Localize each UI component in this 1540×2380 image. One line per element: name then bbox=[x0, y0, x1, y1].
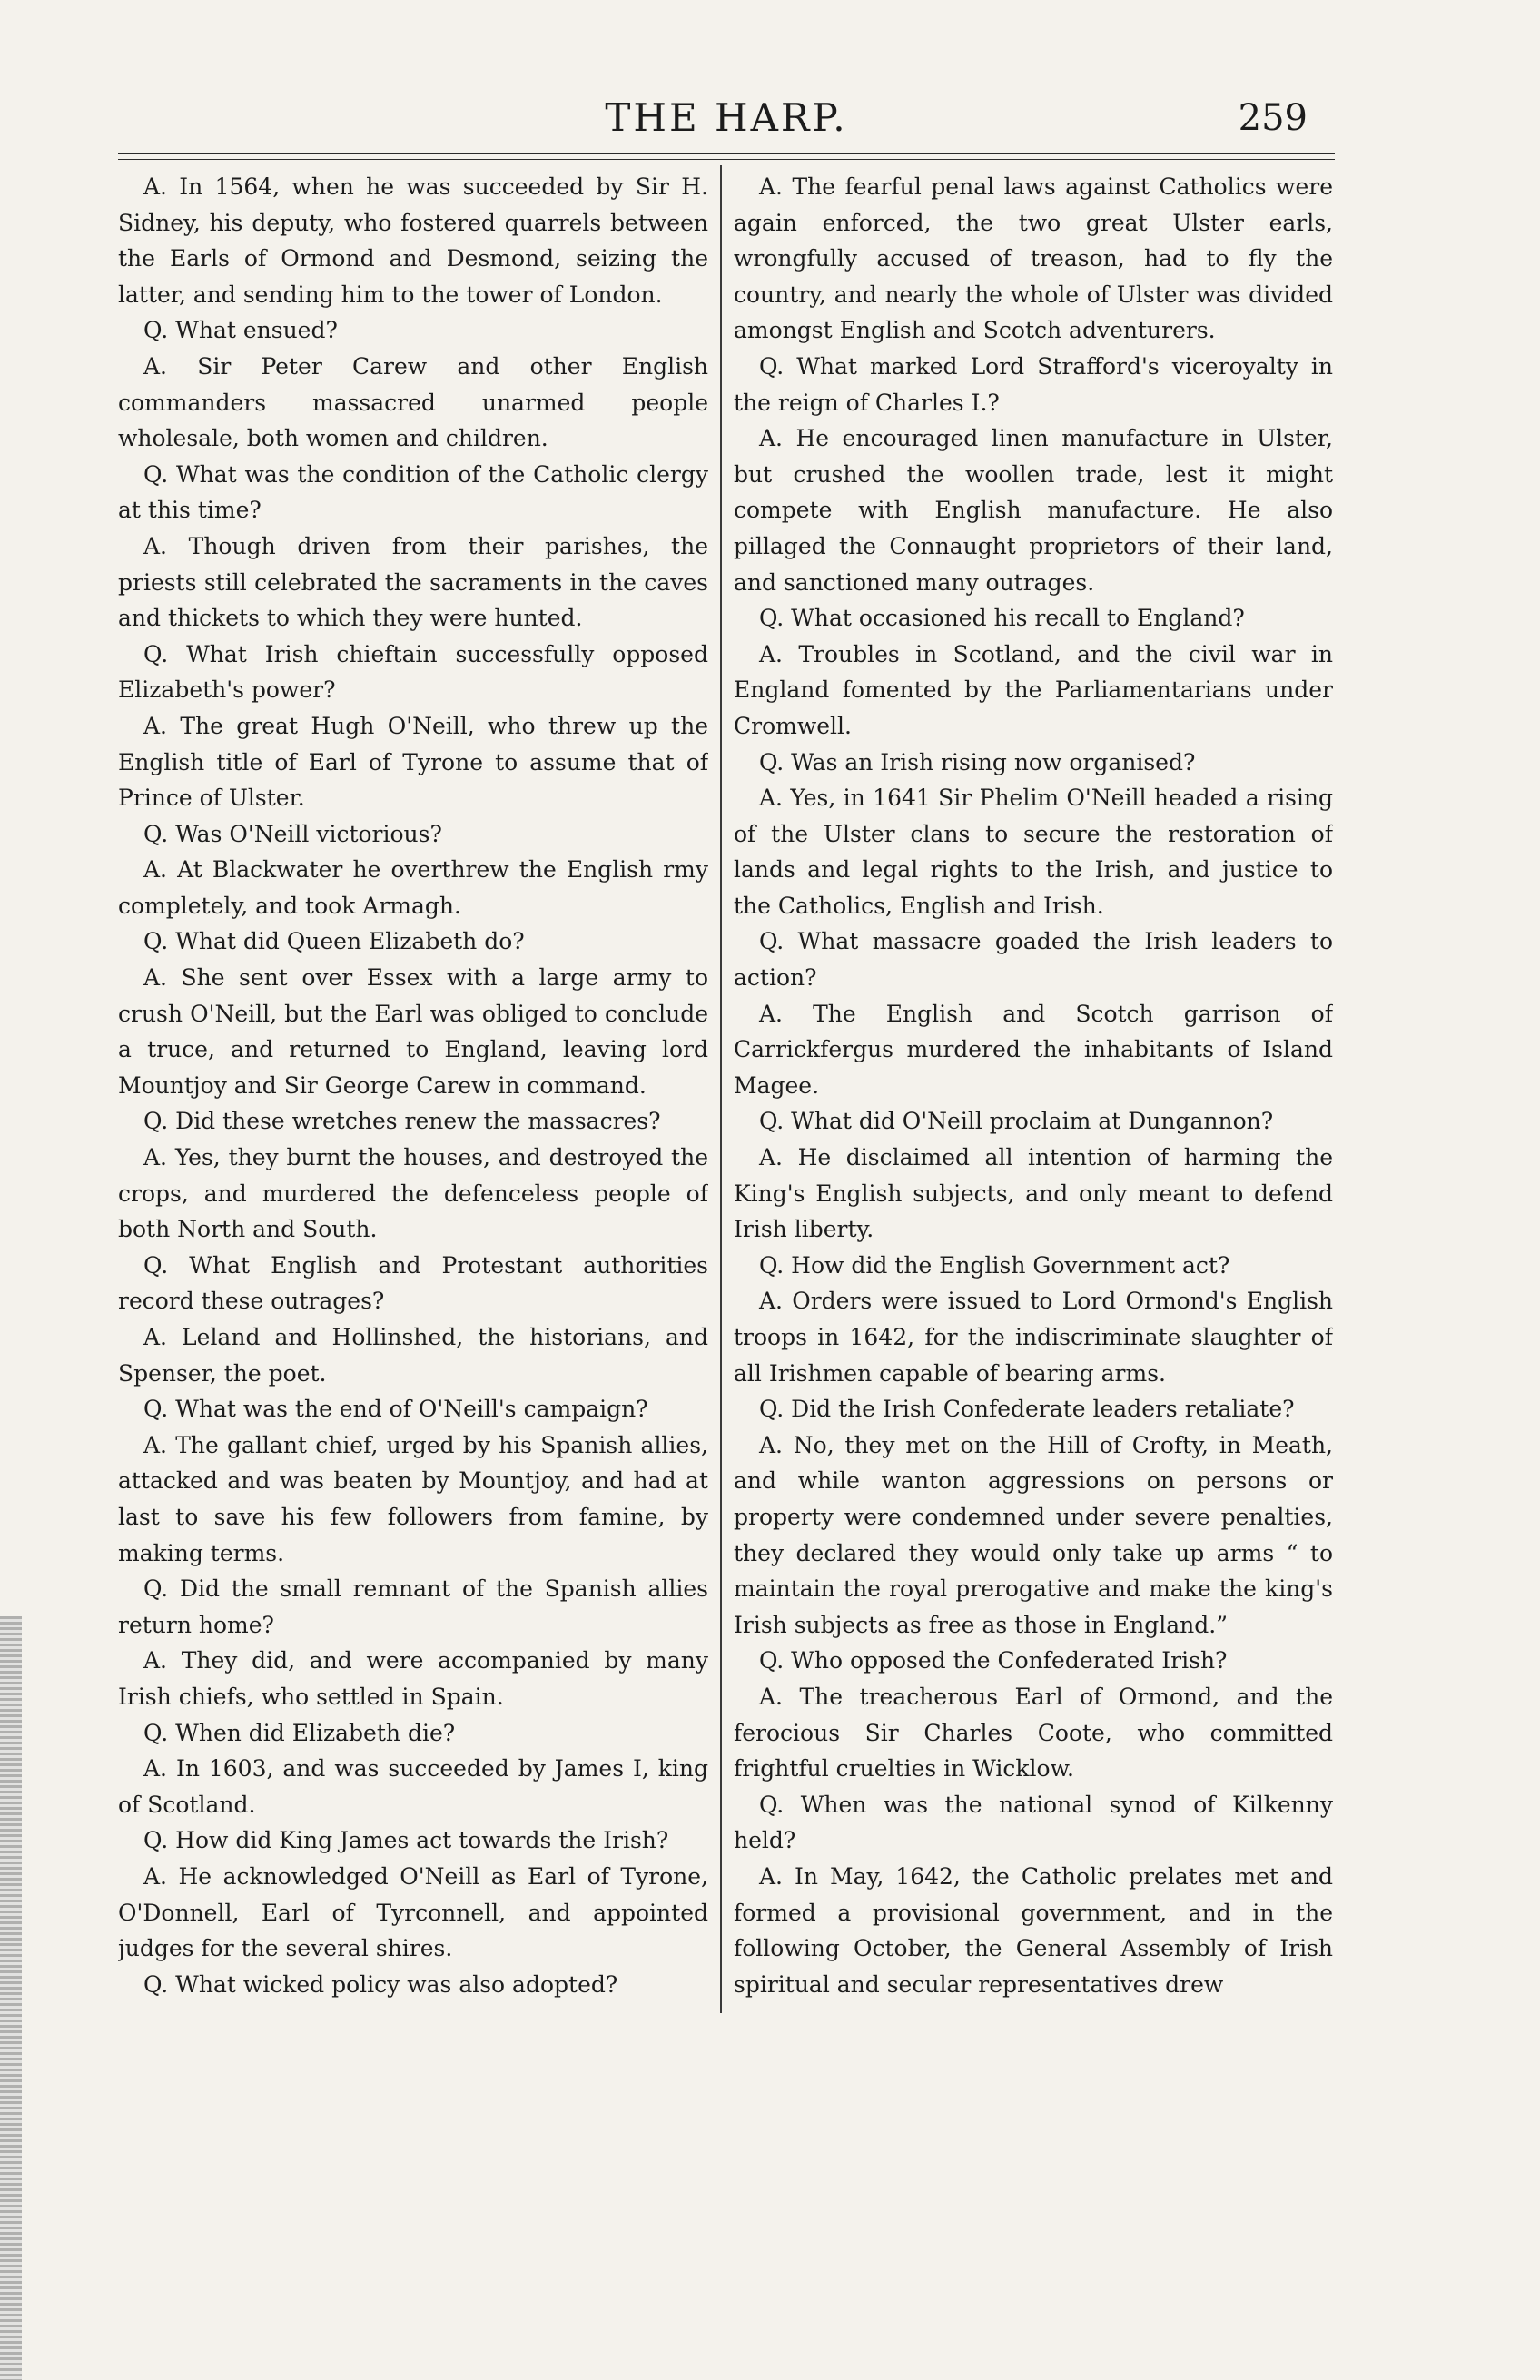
answer-paragraph: A. Yes, they burnt the houses, and destroyed the crops, and murdered the defenceless people of both North and South. bbox=[118, 1144, 708, 1243]
question-paragraph: Q. What did Queen Elizabeth do? bbox=[143, 928, 525, 955]
question-paragraph: Q. What did O'Neill proclaim at Dungannon? bbox=[759, 1108, 1274, 1135]
question-paragraph: Q. When did Elizabeth die? bbox=[143, 1719, 456, 1746]
answer-paragraph: A. The great Hugh O'Neill, who threw up the English title of Earl of Tyrone to assume that of Prince of Ulster. bbox=[118, 712, 708, 812]
question-paragraph: Q. How did the English Government act? bbox=[759, 1251, 1230, 1279]
answer-paragraph: A. He acknowledged O'Neill as Earl of Tyrone, O'Donnell, Earl of Tyrconnell, and appointed judges for the several shires. bbox=[118, 1862, 708, 1962]
answer-paragraph: A. The treacherous Earl of Ormond, and the ferocious Sir Charles Coote, who committed frightful cruelties in Wicklow. bbox=[734, 1683, 1333, 1783]
question-paragraph: Q. Did these wretches renew the massacres? bbox=[143, 1108, 661, 1135]
answer-paragraph: A. Orders were issued to Lord Ormond's English troops in 1642, for the indiscriminate slaughter of all Irishmen capable of bearing arms. bbox=[734, 1288, 1333, 1387]
right-column bbox=[734, 169, 1333, 2012]
question-paragraph: Q. What massacre goaded the Irish leaders to action? bbox=[734, 928, 1333, 992]
answer-paragraph: A. Though driven from their parishes, the priests still celebrated the sacraments in the caves and thickets to which they were hunted. bbox=[118, 532, 708, 632]
answer-paragraph: A. No, they met on the Hill of Crofty, in Meath, and while wanton aggressions on persons or property were condemned under severe penalties, they declared they would only take up arms “ to maintain the royal prerogative and make the king's Irish subjects as free as those in England.” bbox=[734, 1431, 1333, 1638]
left-column bbox=[118, 169, 708, 2012]
question-paragraph: Q. How did King James act towards the Irish? bbox=[143, 1827, 669, 1854]
answer-paragraph: A. At Blackwater he overthrew the English rmy completely, and took Armagh. bbox=[118, 856, 708, 919]
question-paragraph: Q. What English and Protestant authorities record these outrages? bbox=[118, 1251, 708, 1315]
answer-paragraph: A. The gallant chief, urged by his Spanish allies, attacked and was beaten by Mountjoy, and had at last to save his few followers from famine, by making terms. bbox=[118, 1431, 708, 1566]
question-paragraph: Q. What wicked policy was also adopted? bbox=[143, 1970, 618, 1998]
journal-title: THE HARP. bbox=[605, 95, 848, 140]
answer-paragraph: A. He disclaimed all intention of harming the King's English subjects, and only meant to defend Irish liberty. bbox=[734, 1144, 1333, 1243]
column-divider bbox=[720, 165, 722, 2013]
answer-paragraph: A. In May, 1642, the Catholic prelates met and formed a provisional government, and in the following October, the General Assembly of Irish spiritual and secular representatives drew bbox=[734, 1862, 1333, 1998]
answer-paragraph: A. In 1603, and was succeeded by James I, king of Scotland. bbox=[118, 1755, 708, 1818]
question-paragraph: Q. What Irish chieftain successfully opposed Elizabeth's power? bbox=[118, 640, 708, 704]
scan-margin-strip bbox=[0, 1616, 22, 2380]
question-paragraph: Q. Who opposed the Confederated Irish? bbox=[759, 1647, 1228, 1674]
answer-paragraph: A. The English and Scotch garrison of Carrickfergus murdered the inhabitants of Island Magee. bbox=[734, 1000, 1333, 1099]
question-paragraph: Q. What was the end of O'Neill's campaign? bbox=[143, 1396, 648, 1423]
question-paragraph: Q. When was the national synod of Kilkenny held? bbox=[734, 1791, 1333, 1854]
answer-paragraph: A. In 1564, when he was succeeded by Sir H. Sidney, his deputy, who fostered quarrels between the Earls of Ormond and Desmond, seizing the latter, and sending him to the tower of London. bbox=[118, 173, 708, 308]
question-paragraph: Q. Did the small remnant of the Spanish allies return home? bbox=[118, 1575, 708, 1638]
answer-paragraph: A. Sir Peter Carew and other English commanders massacred unarmed people wholesale, both women and children. bbox=[118, 352, 708, 452]
answer-paragraph: A. Troubles in Scotland, and the civil war in England fomented by the Parliamentarians under Cromwell. bbox=[734, 640, 1333, 739]
answer-paragraph: A. Leland and Hollinshed, the historians, and Spenser, the poet. bbox=[118, 1324, 708, 1387]
header-rule-thin bbox=[118, 159, 1335, 160]
question-paragraph: Q. Did the Irish Confederate leaders retaliate? bbox=[759, 1396, 1295, 1423]
running-header bbox=[118, 91, 1335, 145]
header-rule bbox=[118, 153, 1335, 154]
answer-paragraph: A. The fearful penal laws against Catholics were again enforced, the two great Ulster earls, wrongfully accused of treason, had to fly the country, and nearly the whole of Ulster was divided amongst English and Scotch adventurers. bbox=[734, 173, 1333, 344]
question-paragraph: Q. What ensued? bbox=[143, 317, 338, 344]
question-paragraph: Q. Was O'Neill victorious? bbox=[143, 820, 442, 847]
answer-paragraph: A. She sent over Essex with a large army to crush O'Neill, but the Earl was obliged to conclude a truce, and returned to England, leaving lord Mountjoy and Sir George Carew in command. bbox=[118, 964, 708, 1099]
answer-paragraph: A. He encouraged linen manufacture in Ulster, but crushed the woollen trade, lest it might compete with English manufacture. He also pillaged the Connaught proprietors of their land, and sanctioned many outrages. bbox=[734, 425, 1333, 596]
question-paragraph: Q. Was an Irish rising now organised? bbox=[759, 748, 1196, 775]
answer-paragraph: A. They did, and were accompanied by many Irish chiefs, who settled in Spain. bbox=[118, 1647, 708, 1710]
answer-paragraph: A. Yes, in 1641 Sir Phelim O'Neill headed a rising of the Ulster clans to secure the restoration of lands and legal rights to the Irish, and justice to the Catholics, English and Irish. bbox=[734, 785, 1333, 919]
question-paragraph: Q. What was the condition of the Catholic clergy at this time? bbox=[118, 460, 708, 524]
question-paragraph: Q. What occasioned his recall to England? bbox=[759, 605, 1245, 632]
page-number: 259 bbox=[1238, 97, 1308, 139]
question-paragraph: Q. What marked Lord Strafford's viceroyalty in the reign of Charles I.? bbox=[734, 352, 1333, 416]
